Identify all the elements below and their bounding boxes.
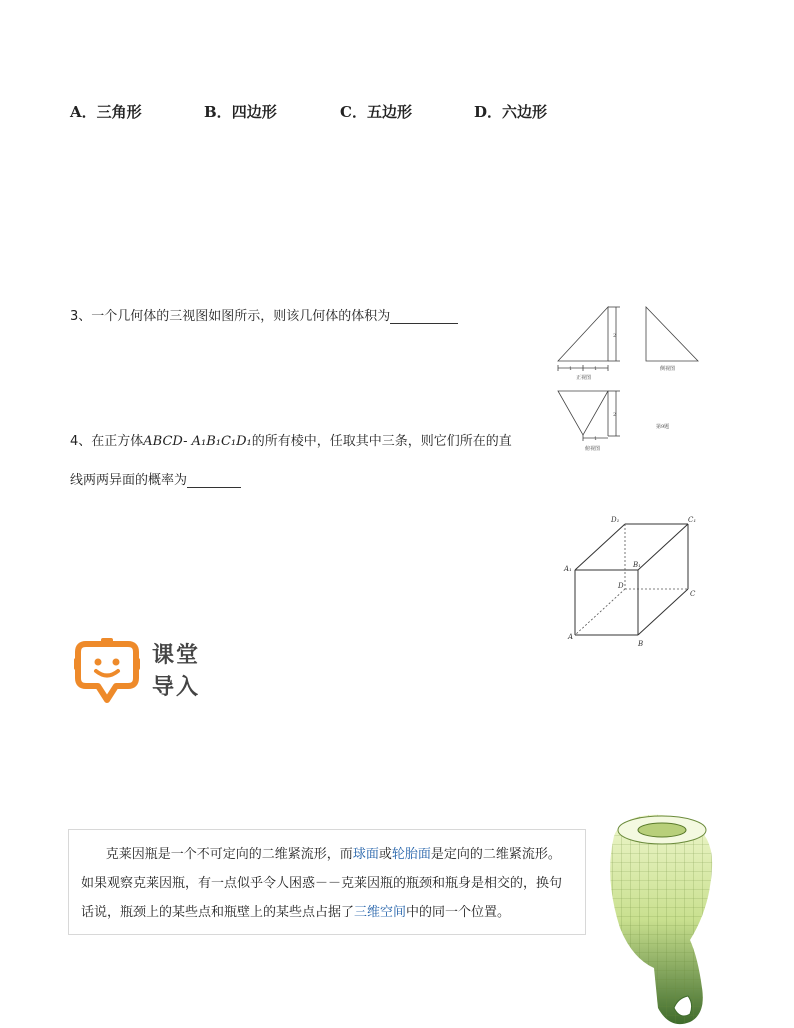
question-4-line2: 线两两异面的概率为 bbox=[70, 469, 241, 488]
klein-bottle-image bbox=[594, 808, 794, 1028]
front-view-shape bbox=[558, 307, 608, 361]
vertex-b: B bbox=[638, 640, 644, 648]
front-view-label: 正视图 bbox=[576, 375, 592, 381]
side-view-shape bbox=[646, 307, 698, 361]
svg-text:1: 1 bbox=[594, 436, 598, 442]
top-view-shape bbox=[558, 391, 608, 435]
question-4-line1: 4、在正方体ABCD- A₁B₁C₁D₁的所有棱中，任取其中三条，则它们所在的直 bbox=[70, 434, 512, 449]
vertex-c1: C₁ bbox=[688, 516, 697, 524]
three-view-figure bbox=[550, 300, 710, 462]
vertex-b1: B₁ bbox=[633, 561, 641, 569]
cube-figure bbox=[560, 510, 720, 650]
question-3: 3、一个几何体的三视图如图所示，则该几何体的体积为 bbox=[70, 305, 458, 324]
vertex-d1: D₁ bbox=[611, 516, 620, 524]
vertex-a1: A₁ bbox=[564, 565, 572, 573]
vertex-a: A bbox=[568, 633, 574, 641]
top-view-label: 俯视图 bbox=[585, 446, 601, 452]
option-b[interactable]: B．四边形 bbox=[204, 103, 277, 121]
svg-text:2: 2 bbox=[613, 333, 617, 339]
answer-blank-3[interactable] bbox=[390, 311, 458, 324]
side-view-label: 侧视图 bbox=[660, 366, 676, 372]
option-d[interactable]: D．六边形 bbox=[474, 103, 548, 121]
vertex-c: C bbox=[690, 590, 696, 598]
link-torus[interactable]: 轮胎面 bbox=[391, 847, 431, 862]
svg-text:1: 1 bbox=[594, 366, 598, 372]
option-c[interactable]: C．五边形 bbox=[340, 103, 412, 121]
svg-text:2: 2 bbox=[613, 412, 617, 418]
vertex-d: D bbox=[618, 582, 624, 590]
answer-blank-4[interactable] bbox=[187, 475, 241, 488]
cube-name: ABCD- A₁B₁C₁D₁ bbox=[143, 434, 252, 449]
option-a[interactable]: A．三角形 bbox=[70, 103, 142, 121]
svg-text:1: 1 bbox=[569, 366, 573, 372]
intro-heading: 课堂 导入 bbox=[152, 643, 201, 700]
figure-number: 第9题 bbox=[656, 424, 670, 430]
robot-chat-icon bbox=[74, 638, 140, 708]
klein-bottle-passage: 克莱因瓶是一个不可定向的二维紧流形，而球面或轮胎面是定向的二维紧流形。 如果观察克莱因瓶，有一点似乎令人困惑－－克莱因瓶的瓶颈和瓶身是相交的，换句 话说，瓶颈上的某些点和瓶壁上的某些点占据了三维空间中的同一个位置。 bbox=[68, 829, 586, 935]
link-sphere[interactable]: 球面 bbox=[352, 847, 379, 862]
link-3d-space[interactable]: 三维空间 bbox=[354, 905, 407, 920]
